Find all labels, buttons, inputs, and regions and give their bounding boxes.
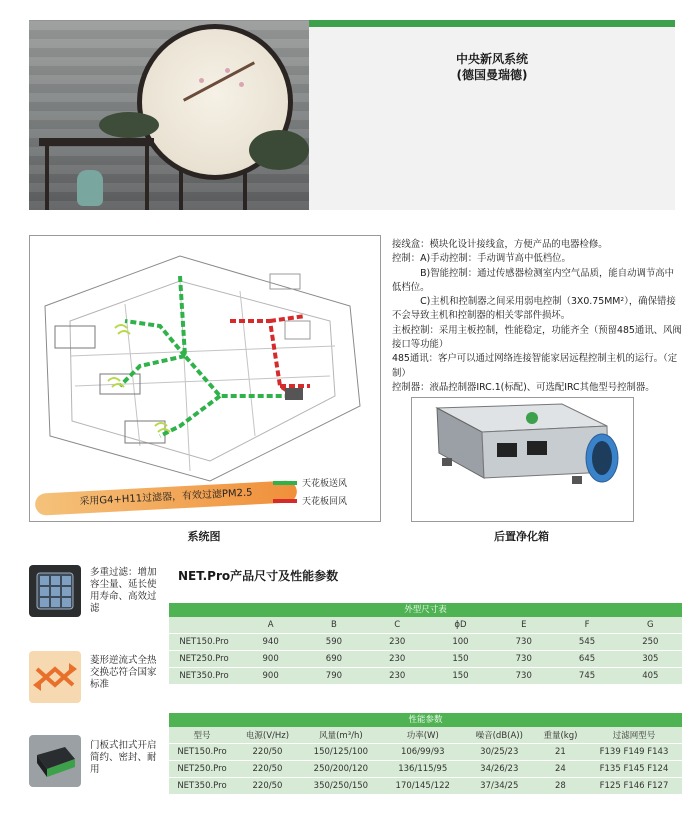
perf-header: 功率(W) <box>406 731 439 741</box>
table-cell: 545 <box>555 634 618 651</box>
perf-header: 型号 <box>193 731 211 741</box>
spec-line: 控制：A)手动控制：手动调节高中低档位。 <box>392 253 571 265</box>
supply-legend-label: 天花板送风 <box>302 479 348 489</box>
table-cell: 150 <box>429 651 492 668</box>
spec-text <box>392 238 682 395</box>
table-cell: 150/125/100 <box>300 744 382 761</box>
title-panel <box>309 20 675 210</box>
dimensions-table <box>169 603 682 684</box>
table-cell: 250 <box>619 634 682 651</box>
table-cell: 150 <box>429 668 492 685</box>
table-cell: NET150.Pro <box>169 634 239 651</box>
table-cell: 690 <box>302 651 365 668</box>
table-cell: 21 <box>535 744 586 761</box>
table-cell: 250/200/120 <box>300 761 382 778</box>
heat-exchange-icon <box>29 651 81 703</box>
table-cell: 230 <box>366 668 429 685</box>
dimensions-caption: 外型尺寸表 <box>169 603 682 617</box>
table-cell: 900 <box>239 668 302 685</box>
spec-line: 控制器：液晶控制器IRC.1(标配)、可选配IRC其他型号控制器。 <box>392 381 655 393</box>
table-cell: NET350.Pro <box>169 668 239 685</box>
table-cell: 30/25/23 <box>464 744 535 761</box>
table-cell: NET150.Pro <box>169 744 235 761</box>
filter-grid-icon <box>29 565 81 617</box>
dims-header: ϕD <box>454 620 467 630</box>
perf-header: 风量(m³/h) <box>319 731 363 741</box>
table-cell: 170/145/122 <box>382 778 464 795</box>
table-cell: 900 <box>239 651 302 668</box>
purifier-image <box>411 397 634 522</box>
dims-header: E <box>521 620 527 630</box>
dims-header: A <box>267 620 274 630</box>
table-cell: 220/50 <box>235 744 300 761</box>
table-cell: 730 <box>492 634 555 651</box>
filter-banner: 采用G4+H11过滤器，有效过滤PM2.5 <box>35 480 298 516</box>
diagram-caption: 系统图 <box>187 530 221 543</box>
system-diagram <box>29 235 381 522</box>
table-cell: 34/26/23 <box>464 761 535 778</box>
dims-header <box>169 617 239 634</box>
table-cell: 24 <box>535 761 586 778</box>
table-cell: 645 <box>555 651 618 668</box>
return-legend-swatch <box>273 499 297 503</box>
table-cell: 350/250/150 <box>300 778 382 795</box>
table-cell: 28 <box>535 778 586 795</box>
table-cell: 106/99/93 <box>382 744 464 761</box>
table-cell: 230 <box>366 634 429 651</box>
product-title: 中央新风系统 <box>455 52 528 66</box>
spec-line: 接线盒：模块化设计接线盒，方便产品的电器检修。 <box>392 239 608 250</box>
dims-header: C <box>394 620 401 630</box>
feature-filter-text: 多重过滤：增加容尘量、延长使用寿命、高效过滤 <box>90 567 157 614</box>
dims-header: B <box>331 620 337 630</box>
purifier-caption: 后置净化箱 <box>494 530 549 543</box>
table-cell: 100 <box>429 634 492 651</box>
table-cell: 790 <box>302 668 365 685</box>
table-cell: 940 <box>239 634 302 651</box>
section-title: NET.Pro产品尺寸及性能参数 <box>178 569 339 583</box>
table-cell: 230 <box>366 651 429 668</box>
performance-caption: 性能参数 <box>169 713 682 727</box>
performance-table <box>169 713 682 794</box>
product-subtitle: (德国曼瑞德) <box>456 68 528 82</box>
table-cell: 590 <box>302 634 365 651</box>
table-cell: 220/50 <box>235 761 300 778</box>
perf-header: 过滤网型号 <box>612 731 656 741</box>
spec-line: C)主机和控制器之间采用弱电控制（3X0.75MM²），确保错接不会导致主机和控制器的相关零部件损坏。 <box>392 296 676 322</box>
table-cell: NET350.Pro <box>169 778 235 795</box>
table-cell: 136/115/95 <box>382 761 464 778</box>
feature-exchange-text: 菱形逆流式全热交换芯符合国家标准 <box>90 655 157 690</box>
return-legend-label: 天花板回风 <box>302 497 348 507</box>
perf-header: 重量(kg) <box>543 731 578 741</box>
table-cell: 220/50 <box>235 778 300 795</box>
dims-header: G <box>647 620 654 630</box>
table-cell: 745 <box>555 668 618 685</box>
hero-photo <box>29 20 309 210</box>
dims-header: F <box>584 620 590 630</box>
table-cell: F135 F145 F124 <box>586 761 682 778</box>
perf-header: 电源(V/Hz) <box>245 731 290 741</box>
table-cell: 730 <box>492 668 555 685</box>
table-cell: 37/34/25 <box>464 778 535 795</box>
table-cell: 405 <box>619 668 682 685</box>
spec-line: B)智能控制：通过传感器检测室内空气品质，能自动调节高中低档位。 <box>392 267 674 293</box>
feature-door-text: 门板式扣式开启 简约、密封、耐用 <box>90 740 157 775</box>
table-cell: F139 F149 F143 <box>586 744 682 761</box>
supply-legend-swatch <box>273 481 297 485</box>
perf-header: 噪音(dB(A)) <box>475 731 523 741</box>
spec-line: 主板控制：采用主板控制，性能稳定，功能齐全（预留485通讯、风阀接口等功能） <box>392 324 682 351</box>
table-cell: F125 F146 F127 <box>586 778 682 795</box>
spec-line: 485通讯：客户可以通过网络连接智能家居远程控制主机的运行。（定制） <box>392 353 678 379</box>
table-cell: 730 <box>492 651 555 668</box>
table-cell: NET250.Pro <box>169 761 235 778</box>
table-cell: 305 <box>619 651 682 668</box>
door-panel-icon <box>29 735 81 787</box>
table-cell: NET250.Pro <box>169 651 239 668</box>
green-accent-bar <box>309 20 675 27</box>
